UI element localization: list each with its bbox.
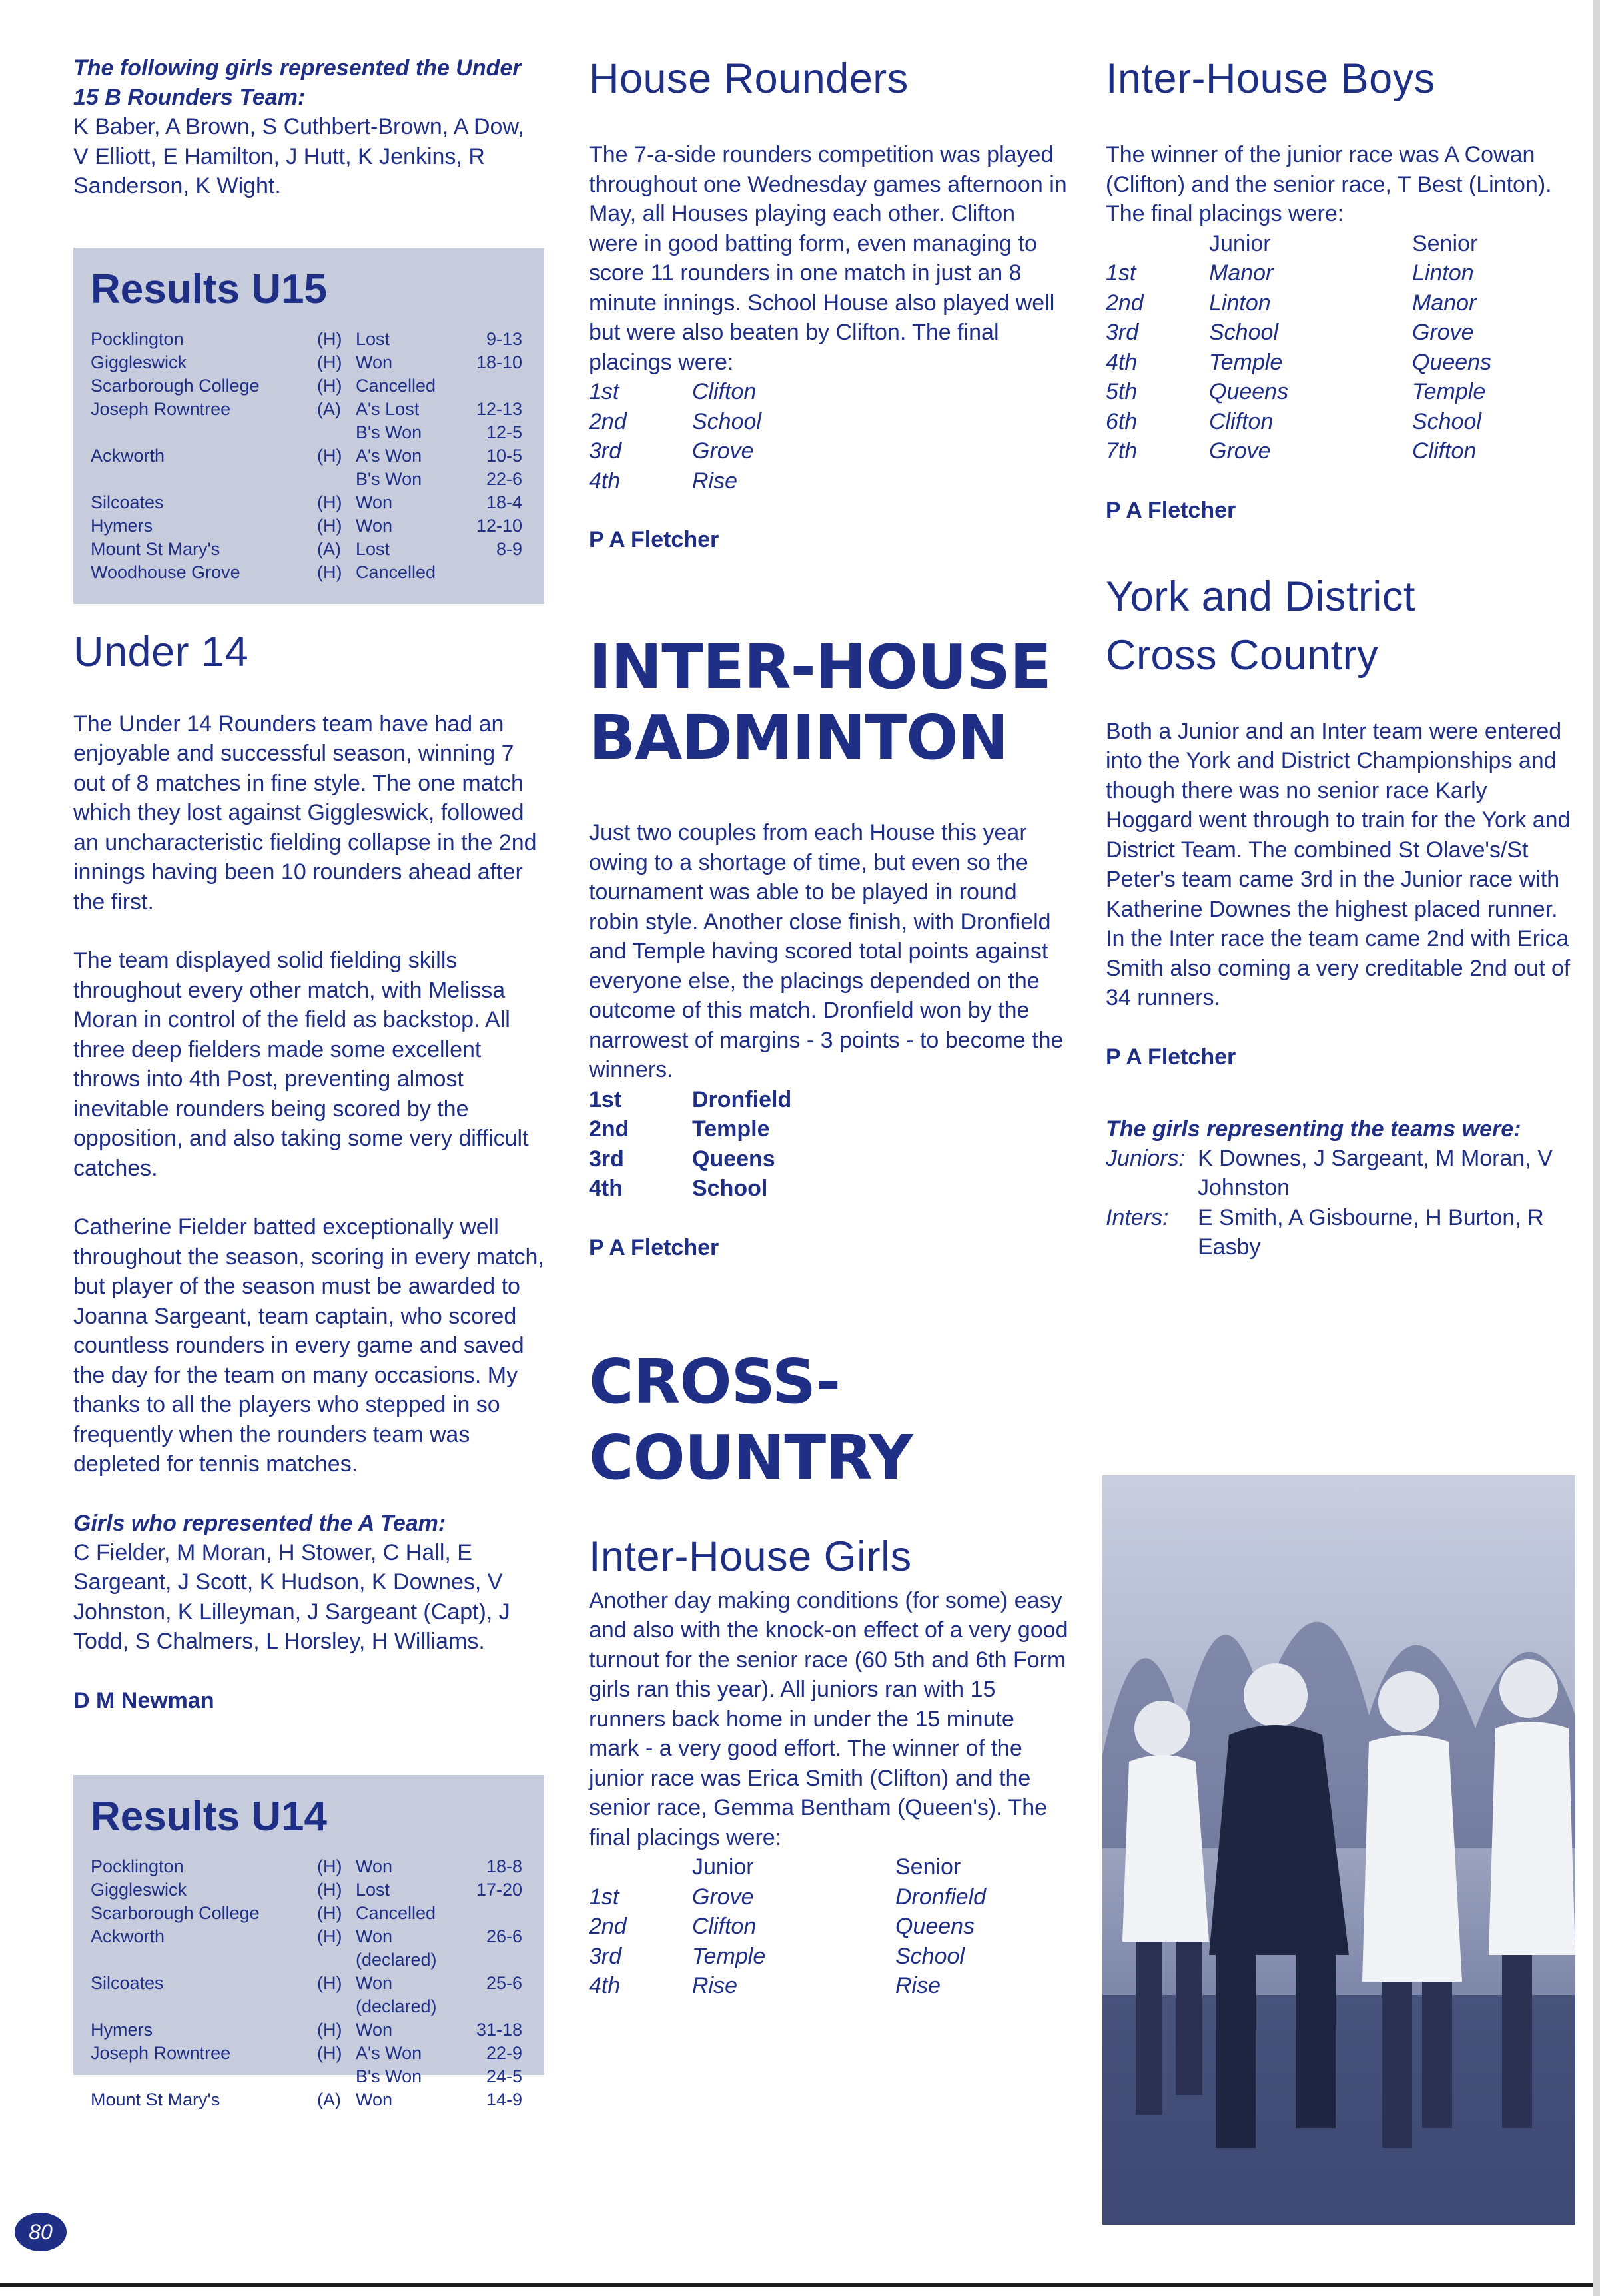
placing-row	[589, 1085, 791, 1115]
venue-cell	[317, 421, 356, 444]
place-cell: 1st	[589, 379, 619, 404]
opponent-cell: Pocklington	[91, 328, 184, 349]
junior-cell: Temple	[692, 1943, 766, 1969]
venue-cell: (H)	[317, 1972, 342, 1993]
result-cell: Won	[356, 1972, 393, 1993]
result-cell: Cancelled	[356, 562, 436, 582]
venue-cell: (H)	[317, 352, 342, 372]
score-cell	[442, 561, 522, 584]
junior-cell: Queens	[1209, 379, 1289, 404]
placing-row	[1106, 288, 1491, 318]
junior-cell: School	[1209, 320, 1278, 345]
house-cell: Temple	[692, 1116, 770, 1142]
result-cell: Won	[356, 2089, 393, 2109]
opponent-cell	[91, 1948, 317, 1972]
venue-cell	[317, 1948, 356, 1972]
badminton-title-line-1: INTER-HOUSE	[589, 631, 1051, 703]
badminton-placings	[589, 1085, 791, 1204]
cross-country-title-line-1: CROSS-	[589, 1345, 841, 1417]
house-rounders-signature: P A Fletcher	[589, 527, 719, 552]
score-cell: 12-5	[486, 422, 522, 442]
place-cell: 4th	[1106, 349, 1138, 375]
badminton-text: Just two couples from each House this year owing to a shortage of time, but even so the tournament was able to be played in round robin style. Another close finish, with Dronfield and Temple having scored total points against everyone else, the placings depended on the outcome of this match. Dronfield won by the narrowest of margins - 3 points - to become the winners.	[589, 820, 1064, 1082]
place-cell: 3rd	[589, 438, 622, 464]
score-cell	[442, 374, 522, 398]
inter-house-boys-placings	[1106, 229, 1491, 466]
score-cell: 25-6	[486, 1972, 522, 1993]
house-cell: Grove	[692, 438, 754, 464]
venue-cell: (H)	[317, 2019, 342, 2040]
senior-cell: Temple	[1412, 379, 1486, 404]
senior-cell: Linton	[1412, 260, 1474, 286]
results-row	[91, 538, 522, 561]
opponent-cell: Pocklington	[91, 1856, 184, 1876]
score-cell: 18-4	[486, 492, 522, 512]
results-row	[91, 2042, 522, 2065]
under14-para-2: The team displayed solid fielding skills throughout every other match, with Melissa Moran in control of the field as backstop. All three deep fielders made some excellent throws into 4th Post, preventing almost inevitable rounders being scored by the opposition, and also taking some very difficult catches.	[73, 948, 529, 1181]
result-cell: A's Won	[356, 445, 422, 466]
house-cell: Dronfield	[692, 1086, 792, 1112]
venue-cell: (A)	[317, 2089, 341, 2109]
results-row	[91, 2088, 522, 2111]
junior-cell: Grove	[1209, 438, 1271, 464]
placing-header-row	[1106, 229, 1491, 259]
venue-cell: (H)	[317, 1902, 342, 1923]
representatives-heading: The girls representing the teams were:	[1106, 1116, 1521, 1142]
inter-house-boys-signature: P A Fletcher	[1106, 497, 1236, 523]
results-row	[91, 1972, 522, 1995]
column-middle	[589, 53, 1068, 2001]
placing-row	[589, 1971, 986, 2001]
inter-house-boys-text: The winner of the junior race was A Cowan (Clifton) and the senior race, T Best (Linton). The final placings were:	[1106, 142, 1552, 226]
a-team-names: C Fielder, M Moran, H Stower, C Hall, E Sargeant, J Scott, K Hudson, K Downes, V Johnston, K Lilleyman, J Sargeant (Capt), J Todd, S Chalmers, L Horsley, H Williams.	[73, 1539, 510, 1654]
senior-header: Senior	[1412, 230, 1478, 256]
opponent-cell: Silcoates	[91, 492, 164, 512]
result-cell: B's Won	[356, 422, 422, 442]
results-row	[91, 421, 522, 444]
results-row	[91, 351, 522, 374]
result-cell: Won	[356, 352, 393, 372]
venue-cell: (H)	[317, 375, 342, 396]
runners-photo-illustration	[1102, 1475, 1575, 2225]
venue-cell	[317, 1995, 356, 2018]
junior-cell: Linton	[1209, 290, 1271, 316]
result-cell: Won	[356, 1926, 393, 1946]
place-cell: 2nd	[1106, 290, 1144, 316]
place-cell: 1st	[589, 1884, 619, 1910]
result-cell: B's Won	[356, 2066, 422, 2086]
results-u14-title: Results U14	[91, 1793, 327, 1840]
house-cell: Rise	[692, 468, 738, 494]
results-u15-table	[91, 328, 522, 584]
score-cell: 8-9	[496, 538, 522, 559]
opponent-cell: Giggleswick	[91, 1879, 187, 1900]
senior-cell: School	[1412, 408, 1481, 434]
score-cell: 22-6	[486, 468, 522, 489]
junior-header: Junior	[692, 1854, 754, 1880]
result-cell: B's Won	[356, 468, 422, 489]
venue-cell: (H)	[317, 1856, 342, 1876]
place-cell: 3rd	[589, 1943, 622, 1969]
house-cell: Queens	[692, 1146, 775, 1172]
junior-cell: Grove	[692, 1884, 754, 1910]
score-cell: 14-9	[486, 2089, 522, 2109]
opponent-cell: Hymers	[91, 2019, 153, 2040]
opponent-cell	[91, 2065, 317, 2088]
result-cell: Won	[356, 515, 393, 536]
opponent-cell: Joseph Rowntree	[91, 2042, 231, 2063]
place-cell: 1st	[589, 1086, 622, 1112]
placing-row	[589, 1114, 791, 1144]
opponent-cell	[91, 1995, 317, 2018]
representatives-table	[1106, 1144, 1572, 1262]
venue-cell	[317, 2065, 356, 2088]
result-cell: (declared)	[356, 1949, 437, 1970]
inters-names: E Smith, A Gisbourne, H Burton, R Easby	[1198, 1204, 1544, 1260]
result-cell: Cancelled	[356, 375, 436, 396]
signature-newman: D M Newman	[73, 1687, 214, 1713]
placing-row	[589, 1912, 986, 1942]
place-cell: 3rd	[1106, 320, 1139, 345]
venue-cell: (A)	[317, 538, 341, 559]
score-cell: 31-18	[476, 2019, 522, 2040]
senior-cell: Queens	[1412, 349, 1492, 375]
opponent-cell: Scarborough College	[91, 375, 260, 396]
under14-title: Under 14	[73, 628, 249, 675]
result-cell: Cancelled	[356, 1902, 436, 1923]
runners-photo	[1102, 1475, 1575, 2225]
york-title-line-2: Cross Country	[1106, 631, 1379, 679]
venue-cell	[317, 468, 356, 491]
opponent-cell: Ackworth	[91, 1926, 165, 1946]
results-row	[91, 1878, 522, 1902]
cross-country-title-line-2: COUNTRY	[589, 1421, 913, 1493]
placing-row	[589, 1174, 791, 1204]
opponent-cell	[91, 468, 317, 491]
results-u15-title: Results U15	[91, 266, 327, 312]
place-cell: 7th	[1106, 438, 1138, 464]
results-u14-table	[91, 1855, 522, 2111]
score-cell	[442, 1902, 522, 1925]
badminton-title-line-2: BADMINTON	[589, 702, 1008, 773]
page-number-badge: 80	[15, 2213, 67, 2251]
results-row	[91, 328, 522, 351]
senior-cell: Queens	[895, 1914, 975, 1939]
senior-cell: Dronfield	[895, 1884, 987, 1910]
placing-row	[589, 1144, 791, 1174]
venue-cell: (H)	[317, 1926, 342, 1946]
results-row	[91, 1902, 522, 1925]
juniors-label: Juniors:	[1106, 1145, 1186, 1171]
inters-label: Inters:	[1106, 1204, 1169, 1230]
senior-cell: Manor	[1412, 290, 1477, 316]
house-rounders-placings	[589, 377, 761, 496]
results-row	[91, 374, 522, 398]
score-cell: 9-13	[486, 328, 522, 349]
inter-house-girls-text: Another day making conditions (for some) easy and also with the knock-on effect of a very good turnout for the senior race (60 5th and 6th Form girls ran this year). All juniors ran with 15 runners back home in under the 15 minute mark - a very good effort. The winner of the junior race was Erica Smith (Clifton) and the senior race, Gemma Bentham (Queen's). The final placings were:	[589, 1587, 1068, 1850]
results-row	[91, 398, 522, 421]
results-row	[91, 1995, 522, 2018]
opponent-cell: Silcoates	[91, 1972, 164, 1993]
opponent-cell: Woodhouse Grove	[91, 562, 240, 582]
senior-cell: Rise	[895, 1973, 941, 1998]
venue-cell: (A)	[317, 398, 341, 419]
placing-row	[589, 466, 761, 496]
opponent-cell: Giggleswick	[91, 352, 187, 372]
score-cell: 24-5	[486, 2066, 522, 2086]
results-u15-box	[73, 248, 544, 604]
place-cell: 2nd	[589, 408, 627, 434]
placing-row	[1106, 436, 1491, 466]
results-row	[91, 468, 522, 491]
place-cell: 4th	[589, 468, 621, 494]
placing-row	[589, 436, 761, 466]
place-cell: 4th	[589, 1973, 621, 1998]
opponent-cell: Mount St Mary's	[91, 2089, 220, 2109]
placing-row	[1106, 377, 1491, 407]
results-row	[91, 561, 522, 584]
senior-cell: Grove	[1412, 320, 1474, 345]
senior-cell: Clifton	[1412, 438, 1477, 464]
score-cell	[442, 1995, 522, 2018]
results-row	[91, 1855, 522, 1878]
result-cell: Lost	[356, 1879, 390, 1900]
inter-house-girls-placings	[589, 1852, 986, 2001]
junior-header: Junior	[1209, 230, 1271, 256]
place-cell: 2nd	[589, 1116, 629, 1142]
junior-cell: Temple	[1209, 349, 1283, 375]
york-text: Both a Junior and an Inter team were entered into the York and District Championships and though there was no senior race Karly Hoggard went through to train for the York and District Team. The combined St Olave's/St Peter's team came 3rd in the Junior race with Katherine Downes the highest placed runner. In the Inter race the team came 2nd with Erica Smith also coming a very creditable 2nd out of 34 runners.	[1106, 718, 1571, 1010]
score-cell: 12-10	[476, 515, 522, 536]
opponent-cell: Ackworth	[91, 445, 165, 466]
placing-row	[1106, 318, 1491, 348]
junior-cell: Manor	[1209, 260, 1274, 286]
place-cell: 5th	[1106, 379, 1138, 404]
house-cell: Clifton	[692, 379, 757, 404]
column-left	[73, 53, 550, 2109]
result-cell: Won	[356, 492, 393, 512]
a-team-heading: Girls who represented the A Team:	[73, 1510, 446, 1536]
place-cell: 6th	[1106, 408, 1138, 434]
place-cell: 4th	[589, 1176, 623, 1201]
placing-row	[1106, 258, 1491, 288]
result-cell: (declared)	[356, 1996, 437, 2016]
result-cell: A's Won	[356, 2042, 422, 2063]
venue-cell: (H)	[317, 445, 342, 466]
placing-row	[1106, 407, 1491, 437]
inter-house-girls-title: Inter-House Girls	[589, 1533, 912, 1580]
opponent-cell: Hymers	[91, 515, 153, 536]
house-rounders-title: House Rounders	[589, 55, 909, 102]
results-u14-box	[73, 1775, 544, 2109]
badminton-signature: P A Fletcher	[589, 1234, 719, 1260]
senior-header: Senior	[895, 1854, 961, 1880]
results-row	[91, 2018, 522, 2042]
house-cell: School	[692, 1176, 768, 1201]
place-cell: 1st	[1106, 260, 1136, 286]
venue-cell: (H)	[317, 328, 342, 349]
venue-cell: (H)	[317, 515, 342, 536]
score-cell: 18-10	[476, 352, 522, 372]
results-row	[91, 2065, 522, 2088]
u15b-heading: The following girls represented the Under 15 B Rounders Team:	[73, 55, 522, 110]
venue-cell: (H)	[317, 2042, 342, 2063]
result-cell: Won	[356, 1856, 393, 1876]
score-cell	[442, 1948, 522, 1972]
juniors-names: K Downes, J Sargeant, M Moran, V Johnston	[1198, 1145, 1553, 1200]
york-title-line-1: York and District	[1106, 573, 1415, 620]
results-row	[91, 491, 522, 514]
score-cell: 22-9	[486, 2042, 522, 2063]
column-right	[1106, 53, 1572, 1262]
placing-row	[589, 1882, 986, 1912]
place-cell: 3rd	[589, 1146, 624, 1172]
page-edge	[1593, 0, 1600, 2296]
result-cell: A's Lost	[356, 398, 420, 419]
score-cell: 26-6	[486, 1926, 522, 1946]
placing-header-row	[589, 1852, 986, 1882]
results-row	[91, 1925, 522, 1948]
under14-para-3: Catherine Fielder batted exceptionally well throughout the season, scoring in every match, but player of the season must be awarded to Joanna Sargeant, team captain, who scored countless rounders in every game and saved the day for the team on many occasions. My thanks to all the players who stepped in so frequently when the rounders team was depleted for tennis matches.	[73, 1214, 544, 1477]
venue-cell: (H)	[317, 492, 342, 512]
opponent-cell: Mount St Mary's	[91, 538, 220, 559]
score-cell: 18-8	[486, 1856, 522, 1876]
results-row	[91, 514, 522, 538]
inter-house-boys-title: Inter-House Boys	[1106, 55, 1435, 102]
score-cell: 12-13	[476, 398, 522, 419]
placing-row	[589, 377, 761, 407]
opponent-cell: Joseph Rowntree	[91, 398, 231, 419]
under14-para-1: The Under 14 Rounders team have had an enjoyable and successful season, winning 7 out of 8 matches in fine style. The one match which they lost against Giggleswick, followed an uncharacteristic fielding collapse in the 2nd innings having been 10 rounders ahead after the first.	[73, 711, 537, 915]
score-cell: 17-20	[476, 1879, 522, 1900]
placing-row	[1106, 348, 1491, 378]
venue-cell: (H)	[317, 1879, 342, 1900]
junior-cell: Rise	[692, 1973, 738, 1998]
result-cell: Lost	[356, 538, 390, 559]
results-row	[91, 444, 522, 468]
junior-cell: Clifton	[1209, 408, 1274, 434]
bottom-rule	[0, 2283, 1600, 2287]
score-cell: 10-5	[486, 445, 522, 466]
result-cell: Lost	[356, 328, 390, 349]
house-cell: School	[692, 408, 761, 434]
header-spacer	[589, 1852, 692, 1882]
place-cell: 2nd	[589, 1914, 627, 1939]
result-cell: Won	[356, 2019, 393, 2040]
opponent-cell: Scarborough College	[91, 1902, 260, 1923]
house-rounders-text: The 7-a-side rounders competition was played throughout one Wednesday games afternoon in May, all Houses playing each other. Clifton were in good batting form, even managing to score 11 rounders in one match in just an 8 minute innings. School House also played well but were also beaten by Clifton. The final placings were:	[589, 142, 1067, 375]
results-row	[91, 1948, 522, 1972]
junior-cell: Clifton	[692, 1914, 757, 1939]
placing-row	[589, 407, 761, 437]
senior-cell: School	[895, 1943, 965, 1969]
opponent-cell	[91, 421, 317, 444]
venue-cell: (H)	[317, 562, 342, 582]
york-signature: P A Fletcher	[1106, 1044, 1236, 1070]
u15b-names: K Baber, A Brown, S Cuthbert-Brown, A Dow, V Elliott, E Hamilton, J Hutt, K Jenkins, R Sanderson, K Wight.	[73, 114, 524, 198]
placing-row	[589, 1942, 986, 1972]
header-spacer	[1106, 229, 1209, 259]
